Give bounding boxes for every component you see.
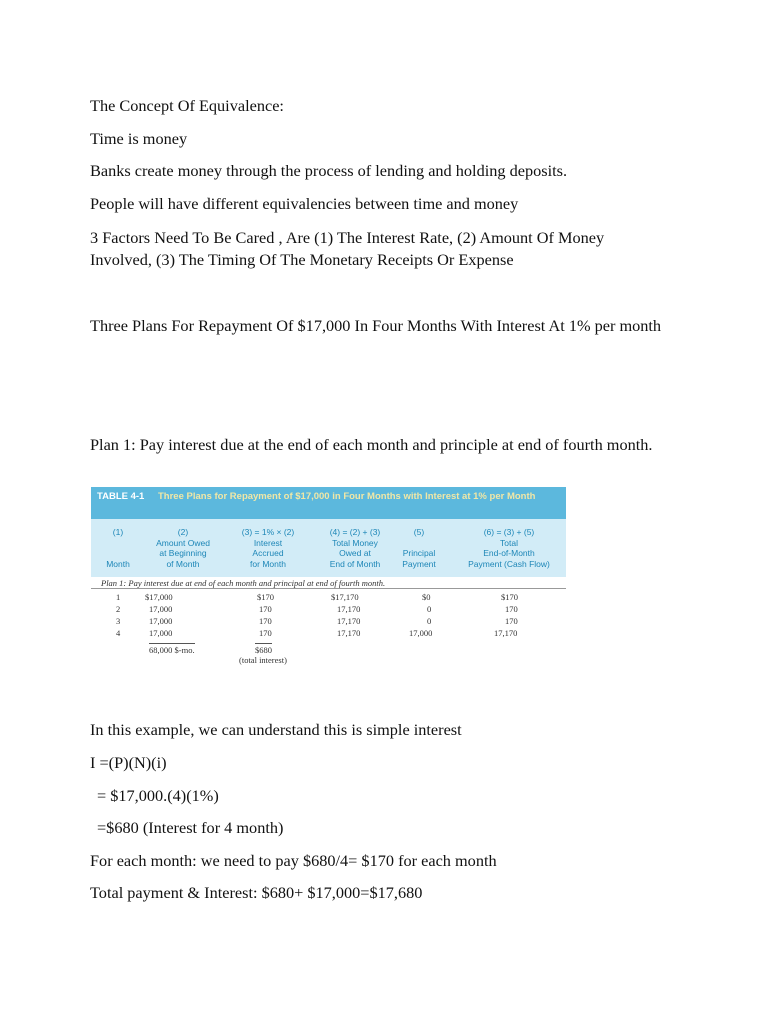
formula-line-3: =$680 (Interest for 4 month) xyxy=(97,818,284,837)
table-cell: 17,170 xyxy=(494,628,518,638)
table-cell: 170 xyxy=(259,616,272,626)
table-cell: 0 xyxy=(427,616,432,626)
table-cell: $17,170 xyxy=(331,592,359,602)
column-header-6: (6) = (3) + (5) Total End-of-Month Payment (Cash Flow) xyxy=(455,527,563,569)
table-cell: 17,170 xyxy=(337,604,361,614)
column-header-1 xyxy=(93,527,143,569)
table-cell: 17,000 xyxy=(149,628,173,638)
column-header-number: (4) = (2) + (3) xyxy=(329,527,381,537)
column-header-2: (2) Amount Owed at Beginning of Month xyxy=(143,527,223,569)
table-cell: 2 xyxy=(116,604,121,614)
column-header-number: (1) xyxy=(112,527,124,537)
table-cell: 17,000 xyxy=(409,628,433,638)
table-cell: $170 xyxy=(257,592,274,602)
column-header-3: (3) = 1% × (2) Interest Accrued for Month xyxy=(225,527,311,569)
table-cell: 17,000 xyxy=(149,616,173,626)
table-cell: 170 xyxy=(505,604,518,614)
paragraph-time-is-money: Time is money xyxy=(90,129,188,148)
heading-concept-of-equivalence: The Concept Of Equivalence: xyxy=(90,96,284,115)
table-cell: 17,000 xyxy=(149,604,173,614)
column-header-number: (3) = 1% × (2) xyxy=(241,527,295,537)
table-cell: $0 xyxy=(422,592,431,602)
table-rule xyxy=(91,588,566,589)
table-cell: $170 xyxy=(501,592,518,602)
table-cell: 4 xyxy=(116,628,121,638)
formula-line-1: I =(P)(N)(i) xyxy=(90,753,167,772)
paragraph-three-factors: 3 Factors Need To Be Cared , Are (1) The Interest Rate, (2) Amount Of Money Involved, (3) The Timing Of The Monetary Receipts Or Expense xyxy=(90,228,605,269)
table-cell: 1 xyxy=(116,592,121,602)
column-header-4: (4) = (2) + (3) Total Money Owed at End of Month xyxy=(311,527,399,569)
paragraph-banks: Banks create money through the process of lending and holding deposits. xyxy=(90,161,568,180)
column-header-number: (2) xyxy=(177,527,189,537)
table-cell: 170 xyxy=(259,628,272,638)
table-cell: 170 xyxy=(505,616,518,626)
formula-line-2: = $17,000.(4)(1%) xyxy=(97,786,219,805)
paragraph-plan-1: Plan 1: Pay interest due at the end of each month and principle at end of fourth month. xyxy=(90,435,653,454)
table-title: Three Plans for Repayment of $17,000 in Four Months with Interest at 1% per Month xyxy=(158,491,536,502)
table-total-amount-owed: 68,000 $-mo. xyxy=(149,645,195,655)
column-header-5: (5) Principal Payment xyxy=(395,527,443,569)
column-header-number: (6) = (3) + (5) xyxy=(483,527,535,537)
paragraph-total-payment: Total payment & Interest: $680+ $17,000=$17,680 xyxy=(90,883,423,902)
table-cell: 170 xyxy=(259,604,272,614)
paragraph-simple-interest: In this example, we can understand this is simple interest xyxy=(90,720,462,739)
column-header-number: (5) xyxy=(413,527,425,537)
paragraph-three-plans: Three Plans For Repayment Of $17,000 In Four Months With Interest At 1% per month xyxy=(90,316,662,335)
table-label: TABLE 4-1 xyxy=(97,491,145,502)
table-figure xyxy=(91,487,566,674)
table-cell: 17,170 xyxy=(337,628,361,638)
column-header-label: Month xyxy=(106,558,130,569)
table-cell: 0 xyxy=(427,604,432,614)
paragraph-each-month: For each month: we need to pay $680/4= $170 for each month xyxy=(90,851,497,870)
table-total-interest-note: (total interest) xyxy=(239,655,287,665)
table-cell: 17,170 xyxy=(337,616,361,626)
paragraph-people: People will have different equivalencies between time and money xyxy=(90,194,519,213)
table-plan-label: Plan 1: Pay interest due at end of each month and principal at end of fourth month. xyxy=(101,578,386,588)
table-total-interest: $680 xyxy=(255,645,272,655)
table-cell: $17,000 xyxy=(145,592,173,602)
table-cell: 3 xyxy=(116,616,121,626)
